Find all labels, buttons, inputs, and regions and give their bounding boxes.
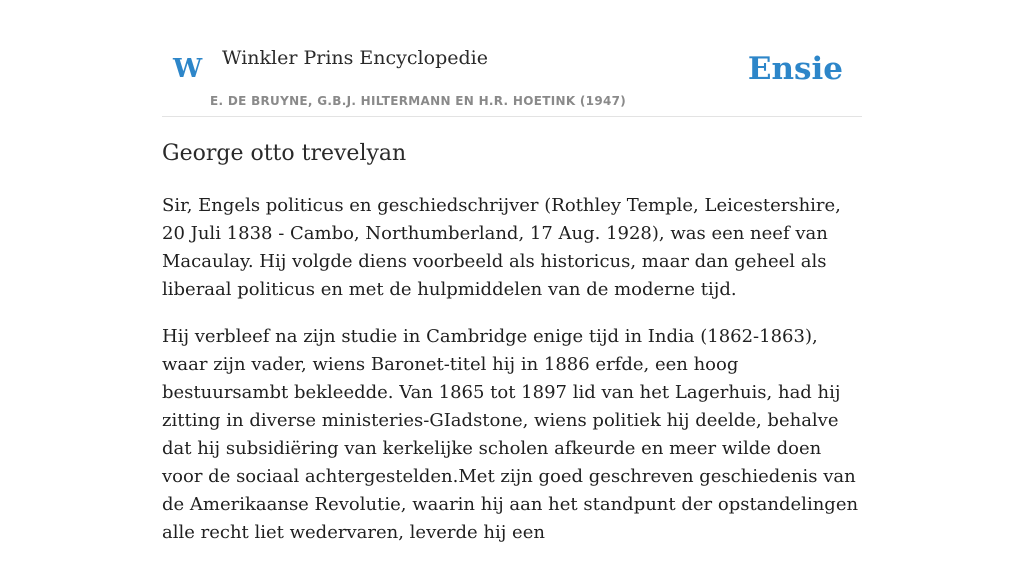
- article-paragraph: Hij verbleef na zijn studie in Cambridge enige tijd in India (1862-1863), waar zijn vader, wiens Baronet-titel hij in 1886 erfde, een hoog bestuursambt bekleedde. Van 1865 tot 1897 lid van het Lagerhuis, had hij zitting in diverse ministeries-GIadstone, wiens politiek hij deelde, behalve dat hij subsidiëring van kerkelijke scholen afkeurde en meer wilde doen voor de sociaal achtergestelden.Met zijn goed geschreven geschiedenis van de Amerikaanse Revolutie, waarin hij aan het standpunt der opstandelingen alle recht liet wedervaren, leverde hij een: [162, 326, 859, 543]
- source-authors: E. DE BRUYNE, G.B.J. HILTERMANN EN H.R. HOETINK (1947): [210, 94, 627, 108]
- source-header: [162, 0, 862, 117]
- page: [162, 0, 862, 543]
- article-title: George otto trevelyan: [162, 141, 407, 166]
- article-body: [162, 192, 862, 566]
- source-title[interactable]: Winkler Prins Encyclopedie: [222, 47, 488, 69]
- article-paragraph: Sir, Engels politicus en geschiedschrijver (Rothley Temple, Leicestershire, 20 Juli 1838 - Cambo, Northumberland, 17 Aug. 1928), was een neef van Macaulay. Hij volgde diens voorbeeld als historicus, maar dan geheel als liberaal politicus en met de hulpmiddelen van de moderne tijd.: [162, 195, 841, 300]
- winkler-prins-logo[interactable]: W: [173, 54, 203, 84]
- ensie-logo[interactable]: Ensie: [747, 51, 843, 87]
